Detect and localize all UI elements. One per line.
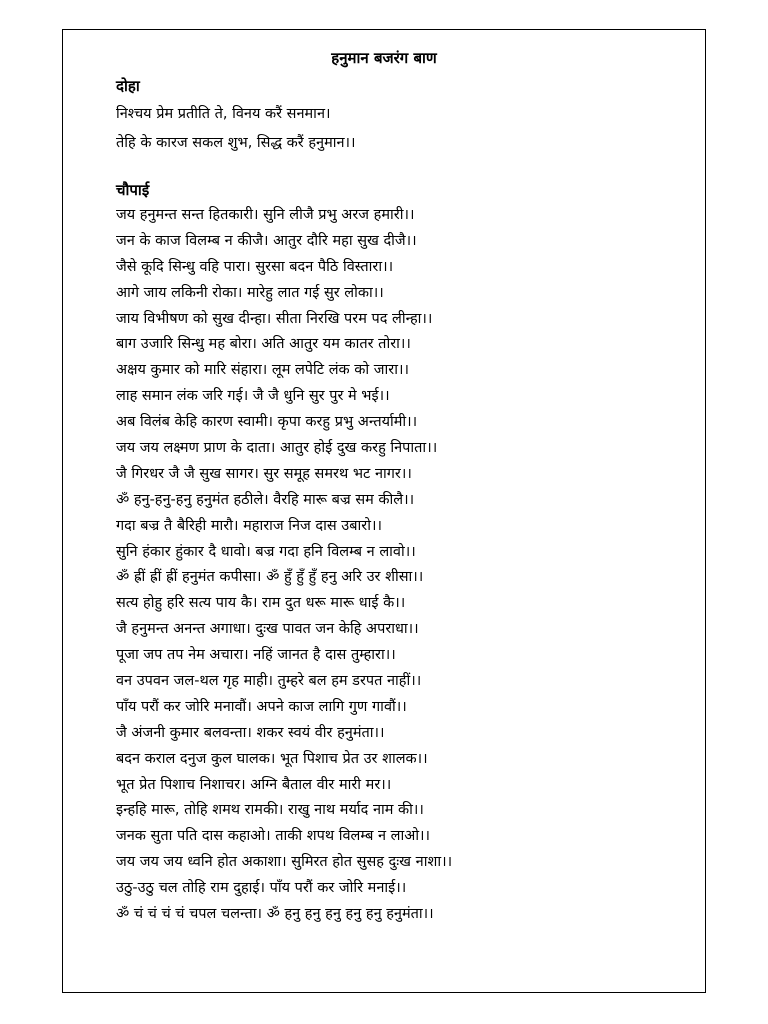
chaupai-verses [116, 203, 452, 954]
verse-line: जै अंजनी कुमार बलवन्ता। शकर स्वयं वीर हनुमंता।। [116, 724, 385, 741]
verse-line: जै हनुमन्त अनन्त अगाधा। दुःख पावत जन केहि अपराधा।। [116, 621, 419, 638]
verse-line: तेहि के कारज सकल शुभ, सिद्ध करैं हनुमान।। [116, 135, 356, 151]
verse-line: उठु-उठु चल तोहि राम दुहाई। पाँय परौं कर जोरि मनाई।। [116, 880, 407, 897]
verse-line: बाग उजारि सिन्धु मह बोरा। अति आतुर यम कातर तोरा।। [116, 336, 411, 353]
verse-line: जनक सुता पति दास कहाओ। ताकी शपथ विलम्ब न लाओ।। [116, 828, 431, 845]
doha-verses [116, 100, 356, 158]
verse-line: बदन कराल दनुज कुल घालक। भूत पिशाच प्रेत उर शालक।। [116, 750, 428, 767]
doha-heading: दोहा [116, 77, 140, 95]
chaupai-heading: चौपाई [116, 181, 150, 199]
verse-line: अब विलंब केहि कारण स्वामी। कृपा करहु प्रभु अन्तर्यामी।। [116, 414, 418, 431]
verse-line: सुनि हंकार हुंकार दै धावो। बज्र गदा हनि विलम्ब न लावो।। [116, 543, 416, 560]
verse-line: ॐ हनु-हनु-हनु हनुमंत हठीले। वैरहि मारू बज्र सम कीलै।। [116, 491, 415, 508]
verse-line: ॐ ह्रीं ह्रीं ह्रीं हनुमंत कपीसा। ॐ हुँ हुँ हुँ हनु अरि उर शीसा।। [116, 569, 424, 586]
verse-line: अक्षय कुमार को मारि संहारा। लूम लपेटि लंक को जारा।। [116, 362, 409, 379]
verse-line: जैसे कूदि सिन्धु वहि पारा। सुरसा बदन पैठि विस्तारा।। [116, 258, 394, 275]
verse-line: पूजा जप तप नेम अचारा। नहिं जानत है दास तुम्हारा।। [116, 647, 396, 664]
verse-line: लाह समान लंक जरि गई। जै जै धुनि सुर पुर मे भई।। [116, 388, 390, 405]
verse-line: जय जय जय ध्वनि होत अकाशा। सुमिरत होत सुसह दुःख नाशा।। [116, 854, 453, 871]
verse-line: भूत प्रेत पिशाच निशाचर। अग्नि बैताल वीर मारी मर।। [116, 776, 392, 793]
verse-line: सत्य होहु हरि सत्य पाय कै। राम दुत धरू मारू धाई कै।। [116, 595, 406, 612]
verse-line: जन के काज विलम्ब न कीजै। आतुर दौरि महा सुख दीजै।। [116, 232, 417, 249]
verse-line: आगे जाय लकिनी रोका। मारेहु लात गई सुर लोका।। [116, 284, 384, 301]
page-title: हनुमान बजरंग बाण [331, 49, 437, 67]
verse-line: पाँय परौं कर जोरि मनावौं। अपने काज लागि गुण गावौं।। [116, 698, 407, 715]
verse-line: जय जय लक्ष्मण प्राण के दाता। आतुर होई दुख करहु निपाता।। [116, 440, 438, 457]
verse-line: जाय विभीषण को सुख दीन्हा। सीता निरखि परम पद लीन्हा।। [116, 310, 433, 327]
verse-line: वन उपवन जल-थल गृह माही। तुम्हरे बल हम डरपत नाहीं।। [116, 673, 422, 690]
verse-line: गदा बज्र तै बैरिही मारौ। महाराज निज दास उबारो।। [116, 517, 382, 534]
verse-line: ॐ चं चं चं चं चपल चलन्ता। ॐ हनु हनु हनु हनु हनु हनुमंता।। [116, 906, 434, 923]
verse-line: निश्चय प्रेम प्रतीति ते, विनय करैं सनमान। [116, 106, 331, 122]
verse-line: जय हनुमन्त सन्त हितकारी। सुनि लीजै प्रभु अरज हमारी।। [116, 207, 415, 223]
verse-line [116, 928, 452, 954]
verse-line: इन्हहि मारू, तोहि शमथ रामकी। राखु नाथ मर्याद नाम की।। [116, 802, 424, 819]
verse-line: जै गिरधर जै जै सुख सागर। सुर समूह समरथ भट नागर।। [116, 465, 412, 482]
